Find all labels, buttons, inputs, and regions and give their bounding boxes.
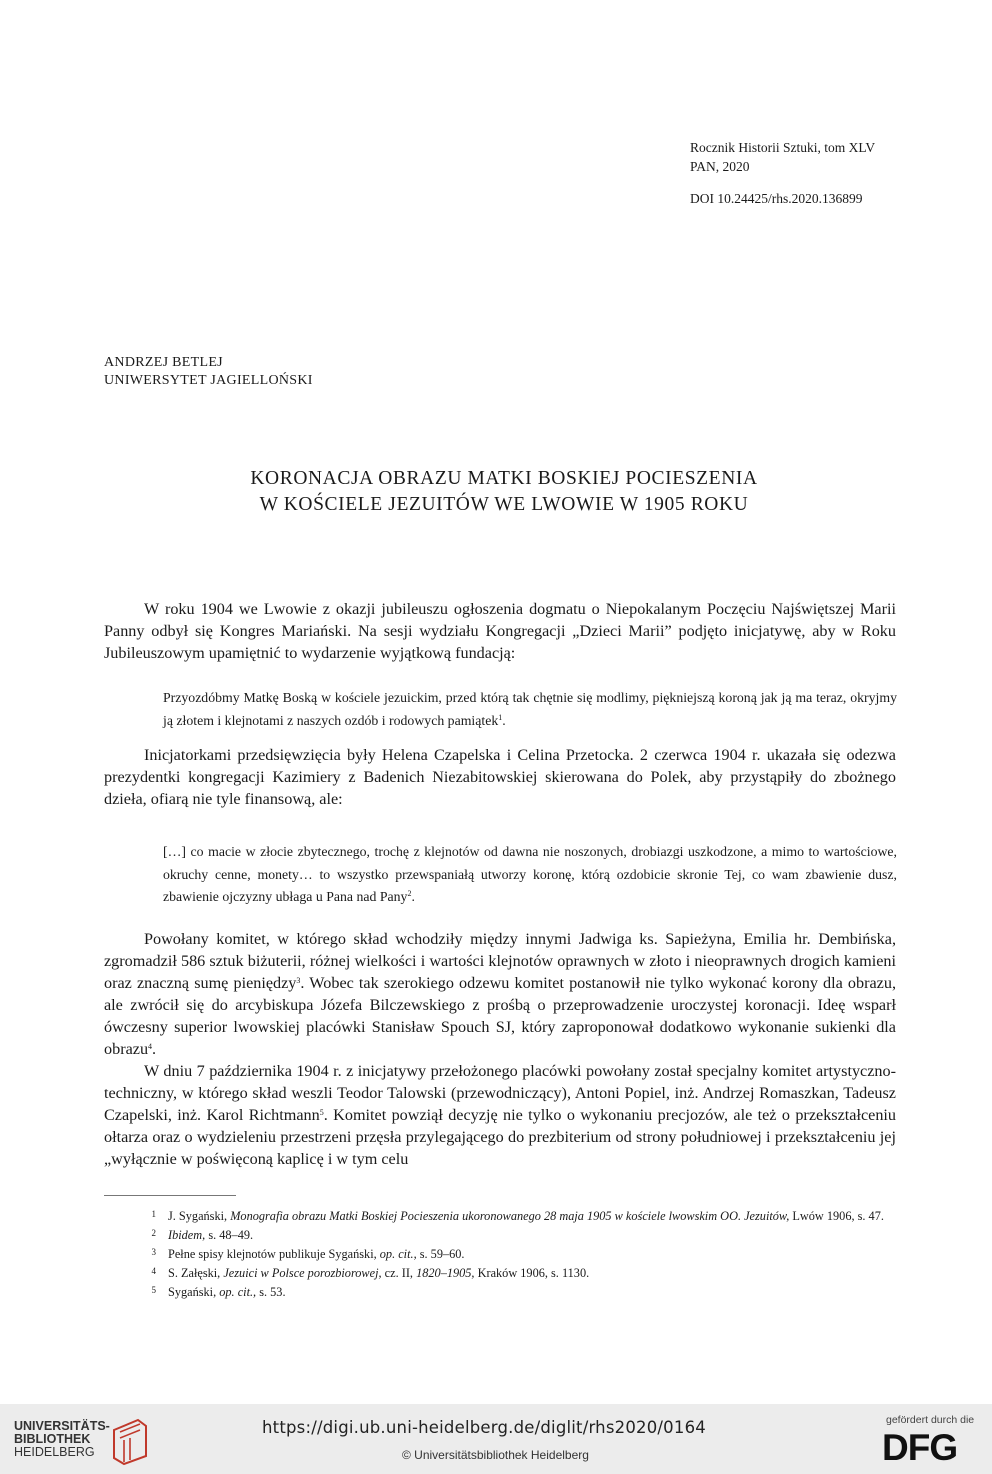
footnote-ref-3[interactable]: 3 [296,976,301,985]
author-affiliation: UNIWERSYTET JAGIELLOŃSKI [104,373,313,388]
author-name: ANDRZEJ BETLEJ [104,355,223,370]
library-emblem-icon [110,1416,150,1466]
journal-info [690,138,875,208]
quote-2-text: […] co macie w złocie zbytecznego, trochę z klejnotów od dawna nie noszonych, drobiazgi uszkodzone, a mimo to wartościowe, okruchy cenne, monety… to wszystko przewspaniałą utworzy koronę, którą ozdobicie skronie Tej, co wam zbawienie dusz, zbawienie ojczyzny ubłaga u Pana nad Pany [163,844,897,904]
library-logo[interactable] [14,1416,144,1466]
footnote-2: 2 Ibidem, s. 48–49. [151,1228,254,1242]
footnote-ref-4[interactable]: 4 [148,1042,153,1051]
library-name-line-2: BIBLIOTHEK [14,1432,91,1446]
dfg-logo[interactable] [870,1414,980,1470]
author-block [104,354,313,390]
quotation-2: […] co macie w złocie zbytecznego, trochę z klejnotów od dawna nie noszonych, drobiazgi uszkodzone, a mimo to wartościowe, okruchy cenne, monety… to wszystko przewspaniałą utworzy koronę, którą ozdobicie skronie Tej, co wam zbawienie dusz, zbawienie ojczyzny ubłaga u Pana nad Pany$^2$. [163,844,897,904]
title-line-2: W KOŚCIELE JEZUITÓW WE LWOWIE W 1905 ROKU [259,494,749,515]
copyright-notice: © Universitätsbibliothek Heidelberg [402,1448,589,1462]
footnote-ref-5[interactable]: 5 [319,1108,324,1117]
dfg-wordmark: DFG [882,1427,958,1468]
title-line-1: KORONACJA OBRAZU MATKI BOSKIEJ POCIESZENIA [250,468,758,489]
doi: DOI 10.24425/rhs.2020.136899 [690,191,863,206]
quote-1-text: Przyozdóbmy Matkę Boską w kościele jezuickim, przed którą tak chętnie się modlimy, piękniejszą koroną jak ją ma teraz, okryjmy ją złotem i klejnotami z naszych ozdób i rodowych pamiątek [163,690,897,728]
footnote-1: 1 J. Sygański, Monografia obrazu Matki Boskiej Pocieszenia ukoronowanego 28 maja 1905 w kościele lwowskim OO. Jezuitów, Lwów 1906, s. 47. [151,1209,884,1223]
paragraph-3: Powołany komitet, w którego skład wchodziły między innymi Jadwiga ks. Sapieżyna, Emilia hr. Dembińska, zgromadził 586 sztuk biżuterii, różnej wielkości i wartości klejnotów oprawnych w złoto i nieoprawnych drogich kamieni oraz znaczną sumę pieniędzy$^3$. Wobec tak szerokiego odzewu komitet postanowił nie tylko wykonać korony dla obrazu, ale zwrócił się do arcybiskupa Józefa Bilczewskiego z prośbą o przeprowadzenie uroczystej koronacji. Ideę wsparł ówczesny superior lwowskiej placówki Stanisław Spouch SJ, który zaproponował dodatkowo wykonanie sukienki dla obrazu$^4$. W dniu 7 października 1904 r. z inicjatywy przełożonego placówki powołany został specjalny komitet artystyczno-techniczny, w którego skład weszli Teodor Talowski (przewodniczący), Antoni Popiel, inż. Andrzej Romaszkan, Tadeusz Czapelski, inż. Karol Richtmann$^5$. Komitet powziął decyzję nie tylko o wykonaniu precjozów, ale też o przekształceniu ołtarza oraz o wydzieleniu przestrzeni przęsła przylegającego do prezbiterium od strony południowej i przekształceniu jej „wyłącznie w poświęconą kaplicę i w tym celu [104,930,897,1168]
permalink-url[interactable]: https://digi.ub.uni-heidelberg.de/diglit/rhs2020/0164 [262,1418,706,1437]
footnote-divider [104,1195,236,1196]
footnote-ref-2[interactable]: 2 [407,889,412,898]
journal-name: Rocznik Historii Sztuki, tom XLV [690,140,876,155]
footnote-3: 3 Pełne spisy klejnotów publikuje Sygański, op. cit., s. 59–60. [151,1247,465,1261]
quotation-1: Przyozdóbmy Matkę Boską w kościele jezuickim, przed którą tak chętnie się modlimy, piękniejszą koroną jak ją ma teraz, okryjmy ją złotem i klejnotami z naszych ozdób i rodowych pamiątek$^1$. [163,690,897,728]
viewer-footer [0,1404,992,1474]
footnote-ref-1[interactable]: 1 [498,712,503,722]
footnote-5: 5 Sygański, op. cit., s. 53. [151,1285,286,1299]
funded-by-label: gefördert durch die [886,1414,975,1426]
paragraph-1: W roku 1904 we Lwowie z okazji jubileuszu ogłoszenia dogmatu o Niepokalanym Poczęciu Najświętszej Marii Panny odbył się Kongres Mariański. Na sesji wydziału Kongregacji „Dzieci Marii” podjęto inicjatywę, aby w Roku Jubileuszowym upamiętnić to wydarzenie wyjątkową fundacją: [104,600,896,662]
article-title [104,466,904,518]
paragraph-4: W dniu 7 października 1904 r. z inicjatywy przełożonego placówki powołany został specjalny komitet artystyczno-techniczny, w którego skład weszli Teodor Talowski (przewodniczący), Antoni Popiel, inż. Andrzej Romaszkan, Tadeusz Czapelski, inż. Karol Richtmann$^5$. Komitet powziął decyzję nie tylko o wykonaniu precjozów, ale też o przekształceniu ołtarza oraz o wydzieleniu przestrzeni przęsła przylegającego do prezbiterium od strony południowej i przekształceniu jej „wyłącznie w poświęconą kaplicę i w tym celu [104,1062,897,1168]
library-name-line-1: UNIVERSITÄTS- [14,1419,110,1433]
footnote-4: 4 S. Załęski, Jezuici w Polsce porozbiorowej, cz. II, 1820–1905, Kraków 1906, s. 1130. [151,1266,590,1280]
paragraph-2: Inicjatorkami przedsięwzięcia były Helena Czapelska i Celina Przetocka. 2 czerwca 1904 r. ukazała się odezwa prezydentki kongregacji Kazimiery z Badenich Niezabitowskiej skierowana do Polek, aby przystąpiły do zbożnego dzieła, ofiarą nie tyle finansową, ale: [104,746,896,808]
journal-publisher: PAN, 2020 [690,159,750,174]
footnotes [104,1206,896,1301]
library-name-line-3: HEIDELBERG [14,1445,95,1459]
